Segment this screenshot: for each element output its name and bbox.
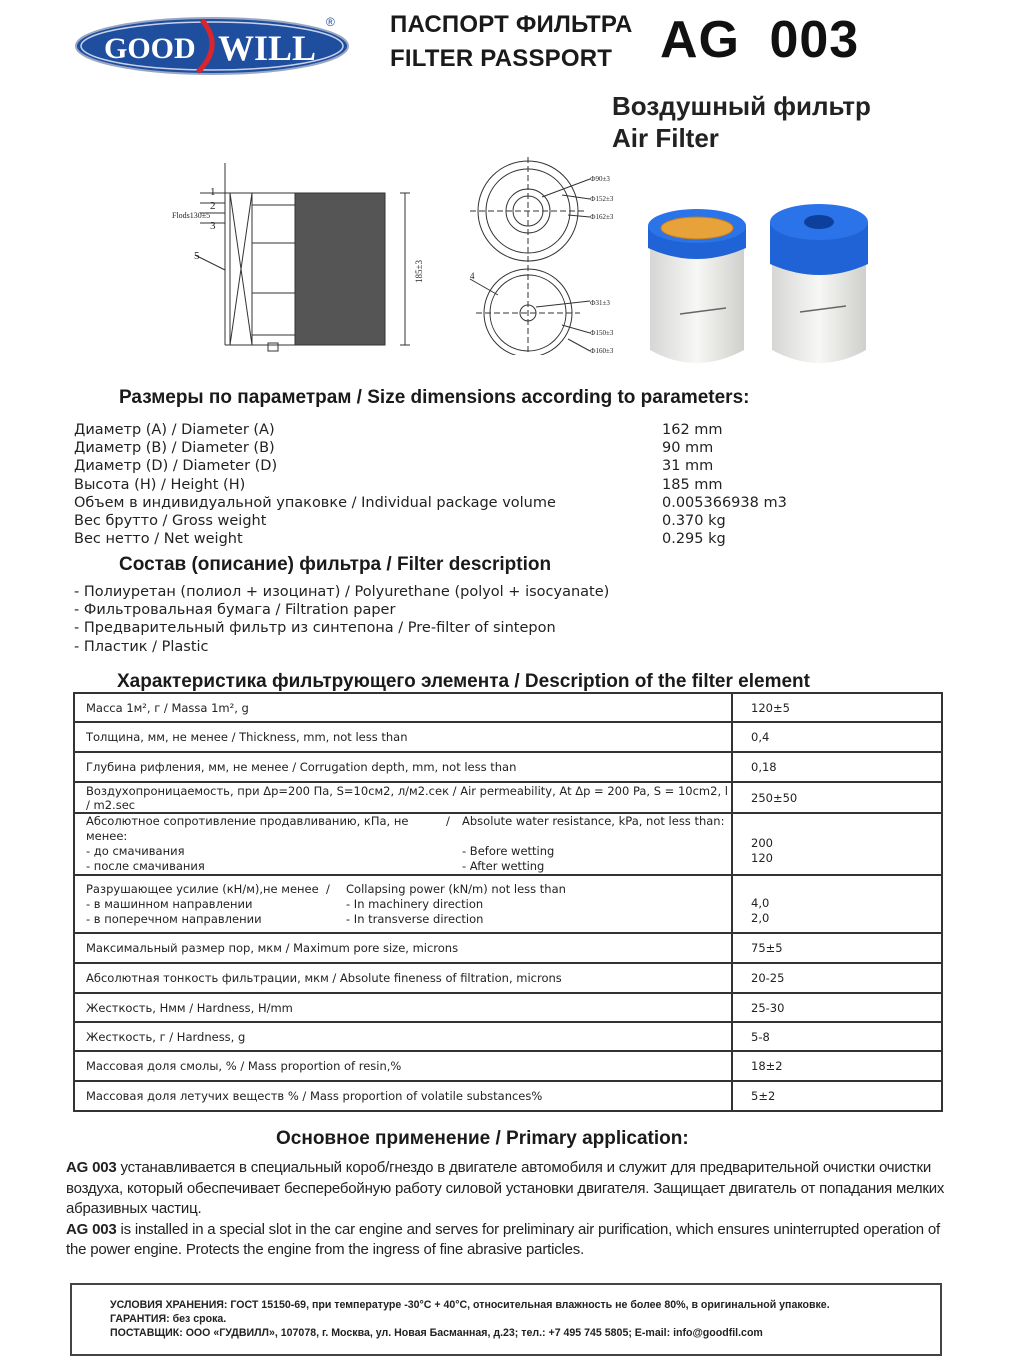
param-label: Максимальный размер пор, мкм / Maximum pore size, microns: [74, 933, 732, 963]
filter-type: [612, 90, 871, 154]
dimension-row: [74, 494, 787, 512]
param-value: 250±50: [732, 782, 942, 813]
passport-title-ru: ПАСПОРТ ФИЛЬТРА: [390, 11, 633, 38]
sub-line: [86, 859, 731, 874]
param-label: Жесткость, Нмм / Hardness, H/mm: [74, 993, 732, 1022]
sub-line: [86, 912, 731, 927]
param-value: 5±2: [732, 1081, 942, 1111]
bottom-view: [470, 265, 614, 355]
filter-type-en: Air Filter: [612, 123, 719, 153]
table-row: [74, 752, 942, 782]
dimension-row: [74, 457, 787, 475]
sub-head-ru: Абсолютное сопротивление продавливанию, кПа, не менее:: [86, 814, 409, 843]
product-photo: [640, 200, 880, 370]
param-label: Воздухопроницаемость, при Δp=200 Па, S=10см2, л/м2.сек / Air permeability, At Δp = 200 Pa, S = 10cm2, l / m2.sec: [74, 782, 732, 813]
filter-type-ru: Воздушный фильтр: [612, 91, 871, 121]
value-b: 2,0: [751, 911, 770, 925]
supplier: ПОСТАВЩИК: ООО «ГУДВИЛЛ», 107078, г. Москва, ул. Новая Басманная, д.23; тел.: +7 495 745 5805; E-mail: info@goodfil.com: [110, 1327, 763, 1339]
sub-head-en: Collapsing power (kN/m) not less than: [346, 881, 566, 896]
table-row: [74, 693, 942, 722]
table-row: [74, 1022, 942, 1051]
param-value: 5-8: [732, 1022, 942, 1051]
param-label: [74, 813, 732, 875]
footer-box: [70, 1283, 942, 1356]
param-value: 120±5: [732, 693, 942, 722]
param-value: 0,18: [732, 752, 942, 782]
table-row: [74, 813, 942, 875]
sub-en: - In transverse direction: [346, 911, 484, 926]
element-title: Характеристика фильтрующего элемента / Description of the filter element: [117, 671, 810, 692]
param-value: [732, 813, 942, 875]
dimension-label: Диаметр (A) / Diameter (A): [74, 422, 275, 438]
application-model: AG 003: [66, 1159, 117, 1176]
dimension-row: [74, 439, 787, 457]
bottom-dim-2: Ф150±3: [590, 329, 614, 337]
dimension-label: Вес брутто / Gross weight: [74, 513, 267, 530]
sub-sep: /: [326, 881, 330, 896]
param-value: 20-25: [732, 963, 942, 993]
drawing-label-3: 3: [210, 220, 216, 232]
param-value: 0,4: [732, 722, 942, 752]
drawing-label-4: 4: [470, 271, 475, 281]
application-title: Основное применение / Primary application:: [276, 1128, 689, 1149]
table-row: [74, 1051, 942, 1081]
application-ru-text: устанавливается в специальный короб/гнездо в двигателе автомобиля и служит для предварительной очистки очистки воздуха, который обеспечивает бесперебойную работу силовой установки двигателя. Защищает двигатель от попадания мелких абразивных частиц.: [66, 1159, 945, 1217]
sub-en: - In machinery direction: [346, 896, 484, 911]
sub-ru: - до смачивания: [86, 844, 185, 858]
dimension-label: Диаметр (B) / Diameter (B): [74, 440, 275, 457]
model-number: AG 003: [660, 11, 860, 69]
filter-photo-right: [770, 204, 868, 363]
bottom-dim-1: Ф31±3: [590, 299, 610, 307]
param-label: Глубина рифления, мм, не менее / Corrugation depth, mm, not less than: [74, 752, 732, 782]
sub-ru: - в поперечном направлении: [86, 911, 262, 926]
top-dim-3: Ф162±3: [590, 213, 614, 221]
table-row: [74, 782, 942, 813]
dimension-row: [74, 512, 787, 530]
dimension-row: [74, 530, 787, 548]
top-view: [470, 157, 614, 265]
sub-en: - Before wetting: [462, 844, 555, 858]
sub-ru: - после смачивания: [86, 859, 205, 873]
description-title: Состав (описание) фильтра / Filter description: [119, 554, 552, 575]
warranty: ГАРАНТИЯ: без срока.: [110, 1313, 227, 1325]
param-label: Жесткость, г / Hardness, g: [74, 1022, 732, 1051]
storage-conditions: УСЛОВИЯ ХРАНЕНИЯ: ГОСТ 15150-69, при температуре -30°С + 40°С, относительная влажность не более 80%, в оригинальной упаковке.: [110, 1299, 830, 1311]
dimension-label: Высота (H) / Height (H): [74, 476, 246, 493]
sub-line: [86, 844, 731, 859]
description-item: - Фильтровальная бумага / Filtration paper: [74, 602, 396, 619]
top-dim-1: Ф90±3: [590, 175, 610, 183]
table-row: [74, 933, 942, 963]
application-text: [66, 1158, 946, 1261]
dimensions-list: [74, 421, 787, 548]
dimension-row: [74, 476, 787, 494]
value-a: 4,0: [751, 896, 770, 910]
param-label: Абсолютная тонкость фильтрации, мкм / Absolute fineness of filtration, microns: [74, 963, 732, 993]
value-b: 120: [751, 851, 773, 865]
height-dimension: 185±3: [414, 260, 424, 283]
param-label: Масса 1м², г / Massa 1m², g: [74, 693, 732, 722]
technical-drawing: [170, 155, 630, 355]
logo-text-will: WILL: [218, 28, 317, 68]
drawing-label-5: 5: [194, 250, 200, 262]
dimension-value: 0.005366938 m3: [662, 494, 787, 511]
table-row: [74, 1081, 942, 1111]
param-value: 75±5: [732, 933, 942, 963]
drawing-label-2: 2: [210, 200, 216, 212]
param-label: Массовая доля летучих веществ % / Mass proportion of volatile substances%: [74, 1081, 732, 1111]
application-en: [66, 1220, 946, 1261]
table-row: [74, 963, 942, 993]
application-model: AG 003: [66, 1220, 117, 1238]
sub-line: [86, 897, 731, 912]
side-view: [172, 163, 424, 351]
flange-note: Flods130±5: [172, 211, 211, 220]
registered-mark: ®: [326, 15, 335, 29]
element-table: [73, 692, 943, 1112]
dimension-value: 185 mm: [662, 476, 723, 493]
passport-title-en: FILTER PASSPORT: [390, 45, 613, 72]
dimensions-title: Размеры по параметрам / Size dimensions according to parameters:: [119, 387, 750, 408]
bottom-dim-3: Ф160±3: [590, 347, 614, 355]
table-row: [74, 722, 942, 752]
description-item: - Предварительный фильтр из синтепона / Pre-filter of sintepon: [74, 620, 556, 637]
param-label: Толщина, мм, не менее / Thickness, mm, not less than: [74, 722, 732, 752]
top-dim-2: Ф152±3: [590, 195, 614, 203]
param-value: [732, 875, 942, 933]
dimension-label: Вес нетто / Net weight: [74, 531, 243, 548]
param-label: [74, 875, 732, 933]
table-row: [74, 993, 942, 1022]
description-item: - Пластик / Plastic: [74, 638, 209, 655]
logo-text-good: GOOD: [104, 32, 196, 65]
filter-photo-left: [648, 209, 746, 363]
sub-head-ru: Разрушающее усилие (кН/м),не менее: [86, 881, 319, 896]
value-a: 200: [751, 836, 773, 850]
dimension-value: 31 mm: [662, 458, 714, 475]
sub-header: [86, 814, 731, 844]
sub-header: [86, 882, 731, 897]
sub-ru: - в машинном направлении: [86, 896, 253, 911]
description-list: [74, 583, 609, 656]
dimension-value: 162 mm: [662, 422, 723, 438]
table-row: [74, 875, 942, 933]
description-item: - Полиуретан (полиол + изоцинат) / Polyurethane (polyol + isocyanate): [74, 584, 610, 600]
dimension-row: [74, 421, 787, 439]
param-value: 25-30: [732, 993, 942, 1022]
drawing-label-1: 1: [210, 186, 216, 198]
dimension-value: 0.370 kg: [662, 513, 726, 530]
dimension-value: 0.295 kg: [662, 531, 726, 548]
goodwill-logo: [74, 12, 354, 76]
param-value: 18±2: [732, 1051, 942, 1081]
application-ru: [66, 1158, 946, 1220]
application-en-text: is installed in a special slot in the car engine and serves for preliminary air purification, which ensures uninterrupted operation of the power engine. Protects the engine from the ingress of fine abrasive particles.: [66, 1220, 940, 1258]
sub-sep: /: [446, 814, 450, 828]
dimension-label: Диаметр (D) / Diameter (D): [74, 458, 278, 475]
param-label: Массовая доля смолы, % / Mass proportion of resin,%: [74, 1051, 732, 1081]
dimension-value: 90 mm: [662, 440, 714, 457]
passport-title: [390, 8, 633, 76]
sub-head-en: Absolute water resistance, kPa, not less than:: [462, 814, 725, 828]
dimension-label: Объем в индивидуальной упаковке / Individual package volume: [74, 494, 556, 511]
sub-en: - After wetting: [462, 859, 545, 873]
